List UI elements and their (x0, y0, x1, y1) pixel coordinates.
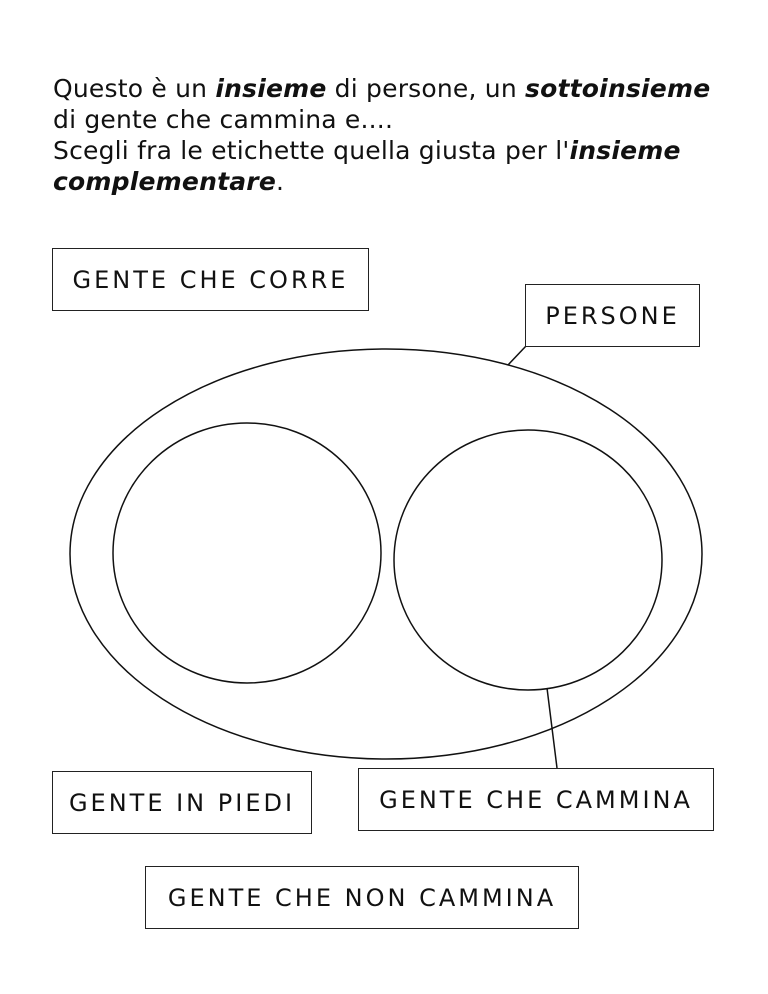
cammina-leader-line (547, 688, 557, 768)
instruction-text: Questo è un (53, 74, 216, 103)
label-gente-che-cammina[interactable]: GENTE CHE CAMMINA (358, 768, 714, 831)
label-gente-che-non-cammina[interactable]: GENTE CHE NON CAMMINA (145, 866, 579, 929)
label-persone[interactable]: PERSONE (525, 284, 700, 347)
label-gente-in-piedi[interactable]: GENTE IN PIEDI (52, 771, 312, 834)
keyword-insieme: insieme (569, 136, 681, 165)
right-subset-circle[interactable] (394, 430, 662, 690)
label-gente-che-corre[interactable]: GENTE CHE CORRE (52, 248, 369, 311)
keyword-insieme: insieme (215, 74, 327, 103)
left-subset-circle[interactable] (113, 423, 381, 683)
instruction-text: Scegli fra le etichette quella giusta per l' (53, 136, 570, 165)
persone-leader-line (508, 346, 526, 365)
persone-set-ellipse[interactable] (70, 349, 702, 759)
instruction-text: . (275, 167, 285, 196)
keyword-sottoinsieme: sottoinsieme (525, 74, 711, 103)
instruction-line-2: di gente che cammina e.... (53, 105, 394, 134)
instruction-text: di persone, un (326, 74, 526, 103)
keyword-complementare: complementare (53, 167, 276, 196)
